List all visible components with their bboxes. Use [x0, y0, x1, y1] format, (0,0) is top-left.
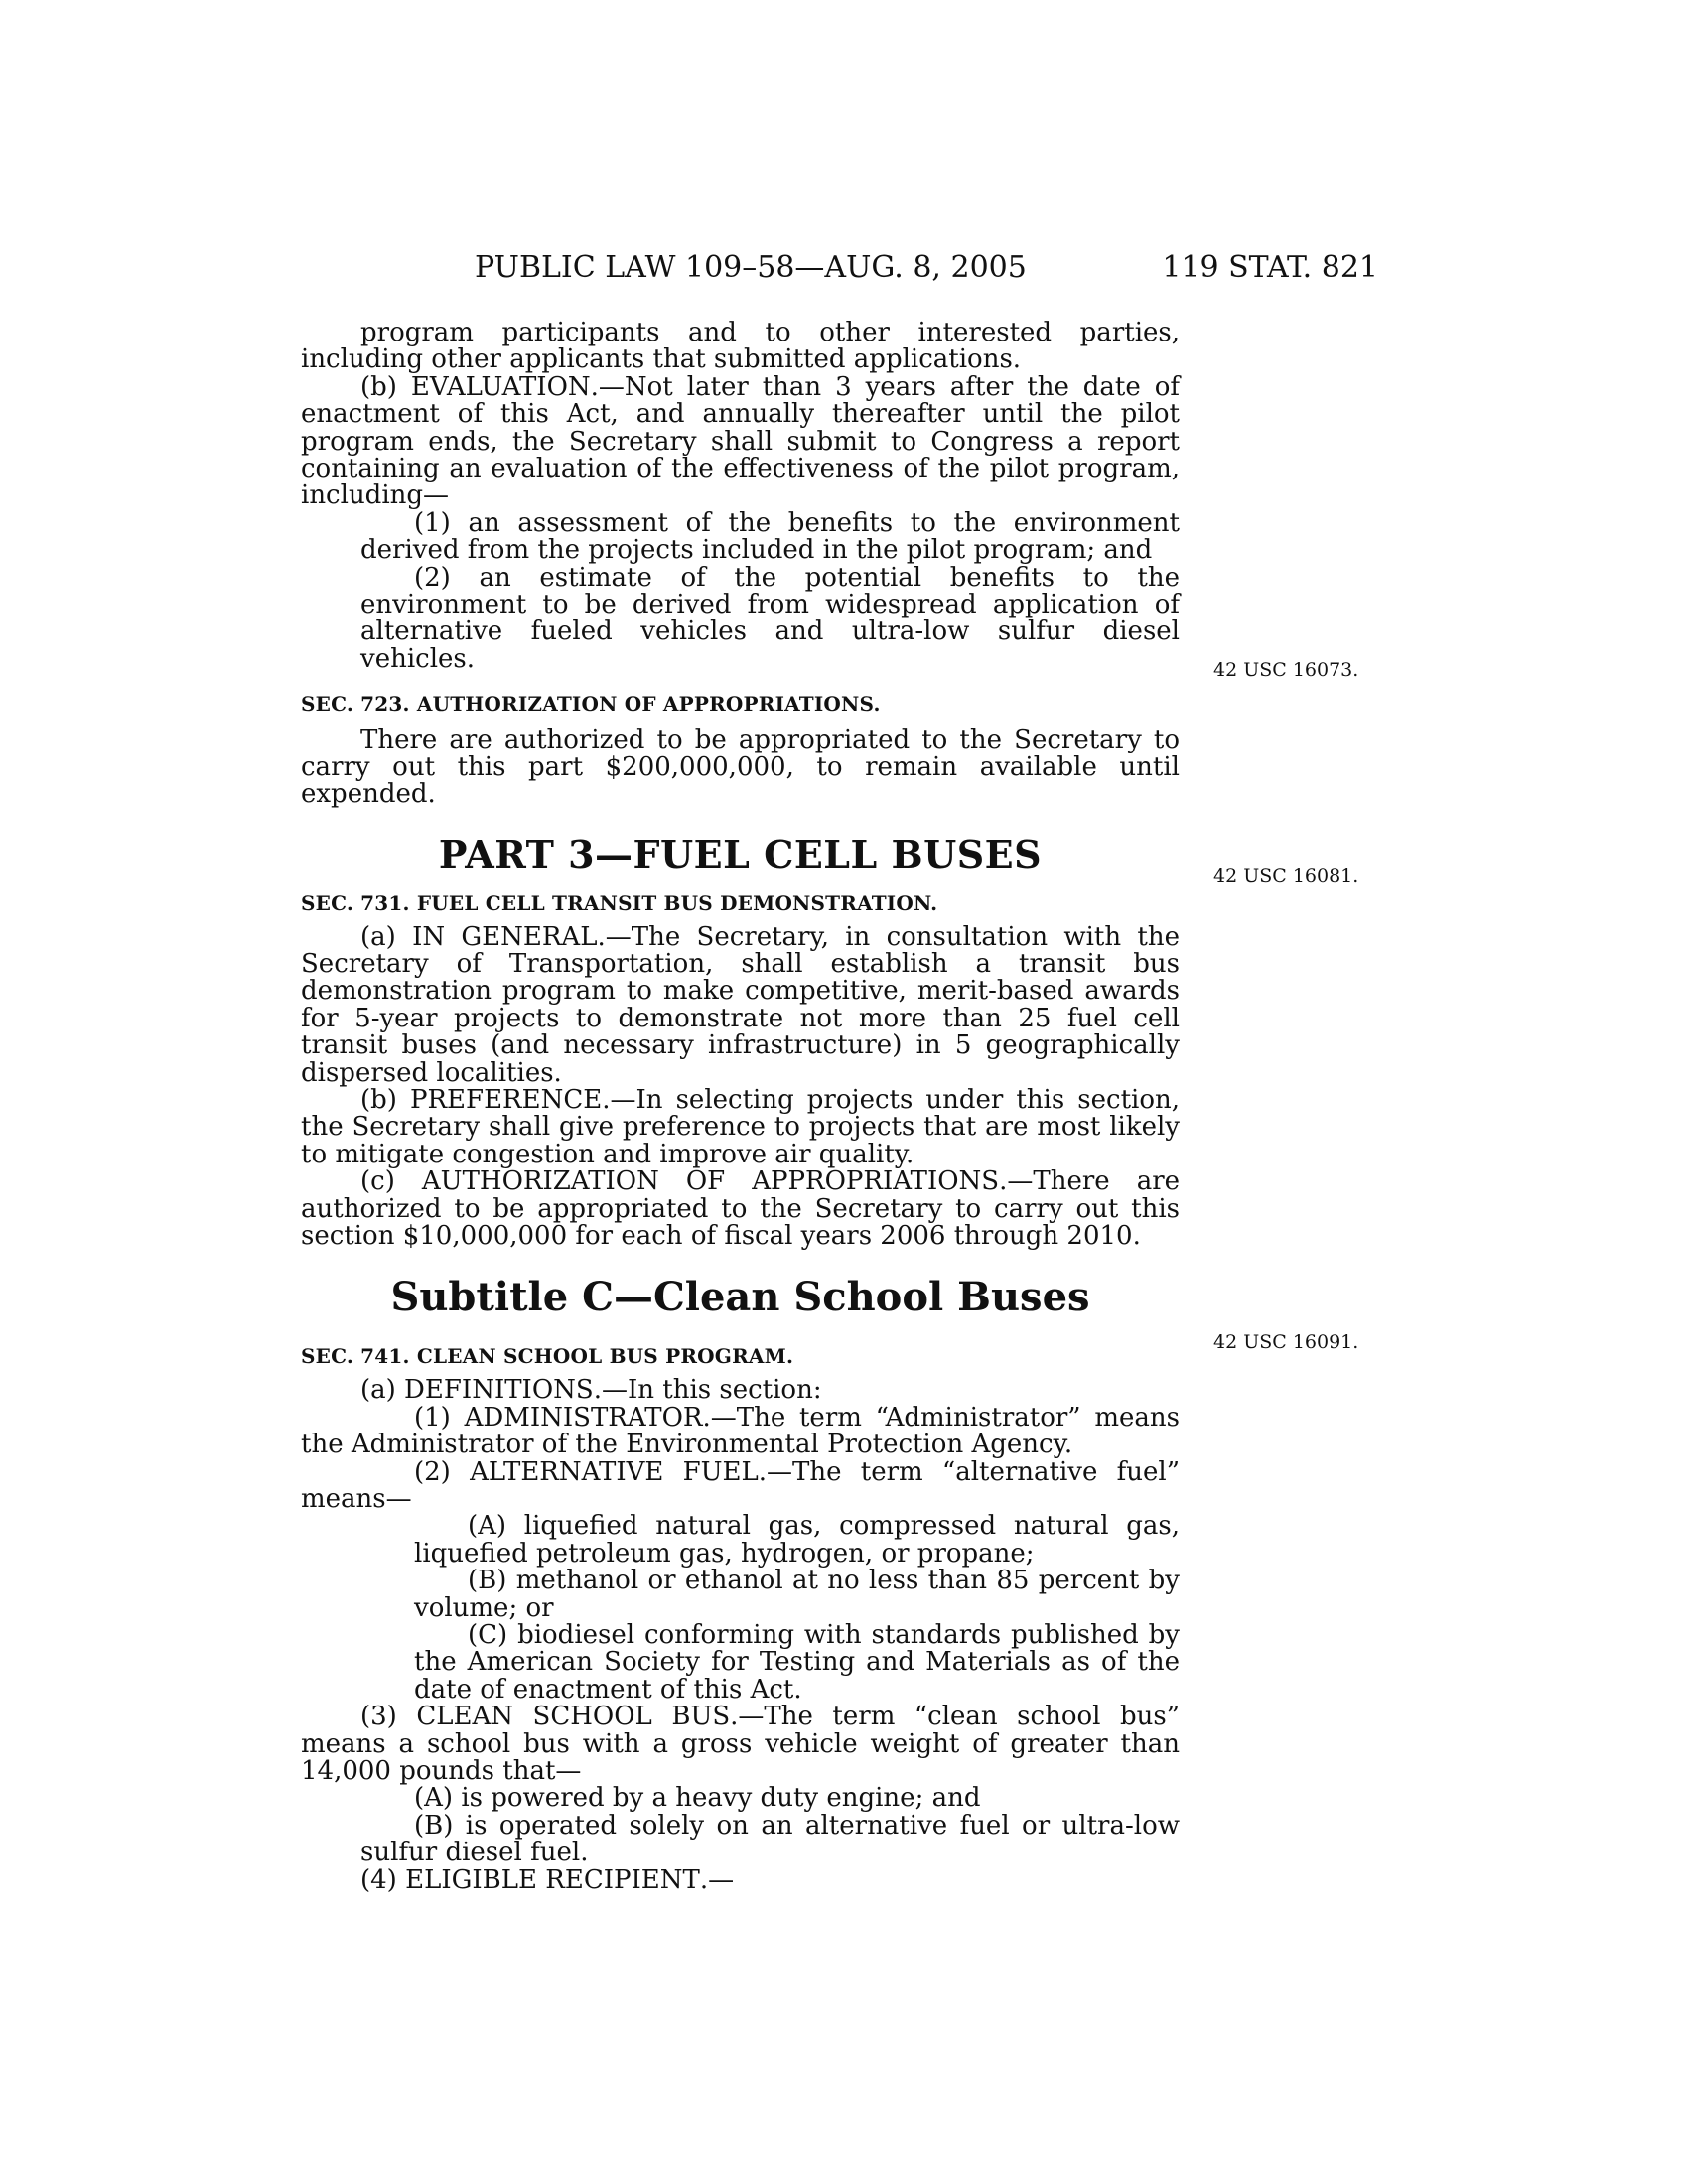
sec741-a-text: .—In this section: — [593, 1375, 822, 1406]
definition-3-B: (B) is operated solely on an alternative fuel or ultra-low sulfur diesel fuel. — [360, 1810, 1180, 1868]
public-law-title: PUBLIC LAW 109–58—AUG. 8, 2005 — [475, 250, 1027, 285]
def1-text: .—The term “Administrator” means the Administrator of the Environmental Protection Agency. — [301, 1402, 1181, 1460]
sec731-a-label: (a) I — [360, 921, 423, 952]
definition-2-A: (A) liquefied natural gas, compressed natural gas, liquefied petroleum gas, hydrogen, or propane; — [414, 1511, 1180, 1569]
definition-1 — [301, 1402, 1181, 1460]
sec731-heading: SEC. 731. FUEL CELL TRANSIT BUS DEMONSTRATION. — [301, 890, 938, 915]
definition-2-B: (B) methanol or ethanol at no less than 85 percent by volume; or — [414, 1566, 1180, 1623]
sec731-b-caps: REFERENCE — [427, 1084, 603, 1115]
evaluation-item-2: (2) an estimate of the potential benefits to the environment to be derived from widespread application of alternative fueled vehicles and ultra-low sulfur diesel vehicles. — [360, 562, 1180, 674]
margin-note-sec723: 42 USC 16073. — [1213, 659, 1359, 681]
sec731-b-text: .—In selecting projects under this section, the Secretary shall give preference to projects that are most likely to mitigate congestion and improve air quality. — [301, 1084, 1180, 1169]
definition-4 — [301, 1864, 1180, 1895]
sec731-c-caps1: UTHORIZATION OF — [440, 1166, 726, 1197]
evaluation-caps: VALUATION — [429, 371, 591, 402]
definition-3 — [301, 1704, 1180, 1785]
part3-title: PART 3—FUEL CELL BUSES — [438, 831, 1043, 877]
sec731-c-label: (c) A — [360, 1166, 441, 1197]
intro-text: program participants and to other interested parties, including other applicants that submitted applications. — [301, 318, 1180, 375]
def4-caps: LIGIBLE RECIPIENT — [424, 1864, 700, 1895]
sec731-a-caps: N GENERAL — [422, 921, 598, 952]
def4-text: .— — [699, 1864, 735, 1895]
sec741-heading: SEC. 741. CLEAN SCHOOL BUS PROGRAM. — [301, 1344, 794, 1369]
sec731-c-paragraph — [301, 1168, 1180, 1250]
sec741-a-caps: EFINITIONS — [424, 1375, 594, 1406]
definition-2-C: (C) biodiesel conforming with standards published by the American Society for Testing and Materials as of the date of enactment of this Act. — [414, 1620, 1180, 1705]
main-text-column — [301, 320, 1180, 1894]
evaluation-item-1: (1) an assessment of the benefits to the environment derived from the projects included in the pilot program; and — [360, 507, 1180, 566]
def1-caps: DMINISTRATOR — [483, 1402, 703, 1433]
sec731-c-caps2: PPROPRIATIONS — [771, 1166, 1000, 1197]
sec731-a-text: .—The Secretary, in consultation with the Secretary of Transportation, shall establish a transit bus demonstration program to make competitive, merit-based awards for 5-year projects to demonstrate not more than 25 fuel cell transit buses (and necessary infrastructure) in 5 geographically dispersed localities. — [301, 921, 1180, 1088]
def2-label: (2) A — [414, 1456, 489, 1487]
sec731-a-paragraph — [301, 921, 1180, 1088]
statute-page-number: 119 STAT. 821 — [1162, 250, 1378, 285]
margin-note-sec731: 42 USC 16081. — [1213, 865, 1359, 887]
def2-caps: LTERNATIVE FUEL — [488, 1456, 759, 1487]
def1-label: (1) A — [414, 1402, 484, 1433]
margin-note-sec741: 42 USC 16091. — [1213, 1331, 1359, 1353]
subtitle-c-title: Subtitle C—Clean School Buses — [390, 1274, 1090, 1321]
definition-3-A: (A) is powered by a heavy duty engine; and — [414, 1783, 981, 1814]
evaluation-text: .—Not later than 3 years after the date of enactment of this Act, and annually thereafter until the pilot program ends, the Secretary shall submit to Congress a report containing an evaluation of the effectiveness of the pilot program, including— — [301, 371, 1180, 511]
sec731-b-paragraph — [301, 1084, 1180, 1169]
def3-label: (3) C — [360, 1702, 437, 1732]
def2-text: .—The term “alternative fuel” means— — [301, 1456, 1180, 1514]
sec723-text: There are authorized to be appropriated to the Secretary to carry out this part $200,000,000, to remain available until expended. — [301, 725, 1180, 810]
sec723-heading: SEC. 723. AUTHORIZATION OF APPROPRIATIONS. — [301, 692, 881, 717]
sec741-a-paragraph — [301, 1377, 1180, 1404]
page-header — [475, 248, 1378, 288]
evaluation-label: (b) E — [360, 371, 430, 402]
sec731-b-label: (b) P — [360, 1084, 428, 1115]
def3-caps: LEAN SCHOOL BUS — [436, 1702, 731, 1732]
sec741-a-label: (a) D — [360, 1375, 425, 1406]
def3-text: .—The term “clean school bus” means a school bus with a gross vehicle weight of greater than 14,000 pounds that— — [301, 1702, 1181, 1787]
definition-2 — [301, 1456, 1180, 1514]
evaluation-paragraph — [301, 371, 1180, 511]
sec731-c-text: .—There are authorized to be appropriated to the Secretary to carry out this section $10,000,000 for each of fiscal years 2006 through 2010. — [301, 1166, 1181, 1251]
intro-continuation — [301, 320, 1180, 374]
def4-label: (4) E — [360, 1864, 425, 1895]
sec731-c-mid: A — [725, 1166, 772, 1197]
